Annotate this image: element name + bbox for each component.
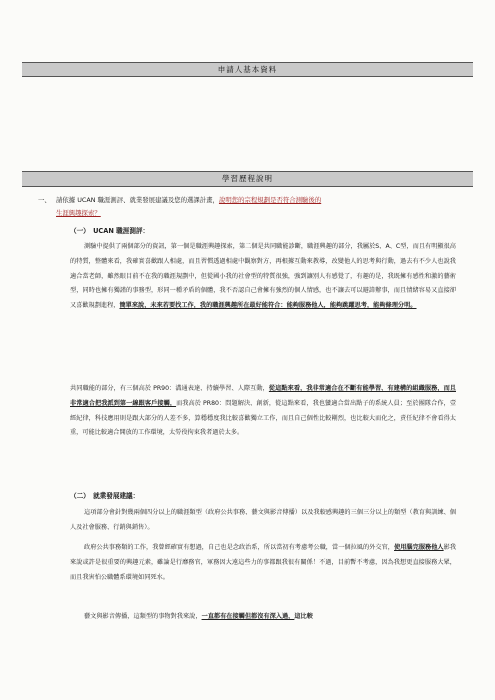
paragraph-text: 共同職能的部分，有三個高於 PR90：溝通表達、持續學習、人際互動， (70, 385, 269, 392)
question-text: 請依據 UCAN 職涯測評、就業發展建議及您的選課計畫， (56, 196, 219, 204)
paragraph-arts-media (70, 610, 456, 625)
paragraph-text: 政府公共事務類的工作，我曾經確實有想過，自己也是念政治系，所以當初有考慮考公職，當一個拉風的外交官， (84, 544, 395, 551)
paragraph-ucan-interest (70, 240, 456, 314)
paragraph-text: 這項部分會針對幾兩個四分以上的職涯類型（政府公共事務、藝文與影音傳播）以及我較感興趣的三個三分以上的類型（教育與訓練、個人及社會服務、行銷與銷售）。 (70, 509, 456, 531)
emphasis-text: 能夠服務他人，能夠跳躍思考，能夠條理分明。 (286, 302, 417, 310)
emphasis-text: 簡單來說，未來若要找工作，我的職涯興趣所在最好能符合： (119, 302, 287, 310)
paragraph-text: 而我高於 PR80：問題解決、創新，從這點來看，我也蠻適合當出點子的系統人員；至於團隊合作，壹經紀律，科技應用則是跟大部分的人差不多，算穩穩度我比較喜歡獨立工作，而且自己個性比較剛烈，也比較大而化之，責任紀律不會看得太重，可能比較適合開放的工作環境，太勞役拘束我者過於太多。 (70, 399, 457, 437)
paragraph-employment-types (70, 506, 456, 536)
paragraph-text: 藝文與影音傳播，這類型的事物對我來說， (84, 613, 202, 620)
question-highlight-continued: 生涯興趣探索？ (56, 209, 101, 217)
section-title: 申請人基本資料 (217, 65, 278, 74)
emphasis-text: 使用腦完服務他人 (394, 544, 444, 551)
paragraph-text: 影我來說或許是很重要的興趣元素，雖論是行靡務官，軍務因大遠這些力的事都跟我很有關係！不過，目前暫不考慮，因為我想更直接服務大眾，而且我害怕公職體系環境如同死水。 (70, 544, 457, 581)
paragraph-ucan-competency (70, 382, 456, 441)
emphasis-text: 從這點來看，我非常適合在不斷有能學習、有建構的組織服務，而且非常適合把我派到第一線跟客戶接觸， (70, 385, 456, 407)
question-one (38, 194, 448, 220)
question-highlight: 說明您的宗程規劃是否符合測驗後的 (218, 196, 322, 204)
section-header-basic-info (22, 62, 473, 77)
question-number: 一、 (38, 196, 51, 204)
emphasis-text: 一直都有在接觸但都沒有深入過， (201, 613, 295, 620)
section-header-study-plan (22, 171, 473, 187)
section-title: 學習歷程說明 (222, 174, 273, 183)
paragraph-text: 這比較 (294, 613, 313, 620)
paragraph-text: 測驗中提供了兩個部分的資訊，第一個是職涯興趣探索，第二個是共同職能診斷，職涯興趣的部分，我屬於S、A、C型，而且有明顯很高的特質，整體來看，我確實喜歡跟人相處，而且習慣透過相處中觀察對方，再根據互動來教導，改變他人的思考與行動，過去有不少人也說我適合當老師，雖然眼目前不在我的職涯規劃中，但從國小我的社會型的特質很強，強到讓別人有感覺了，有趣的是，我既擁有感性和激的藝術型，同時也擁有獨謹的事務型，形同一種矛盾的個體，我不否認自己會擁有強烈的個人情感，也不讓去可以避諱辦事，而且情緒容易又直接卻又喜歡規劃進程， (70, 243, 456, 310)
paragraph-public-affairs (70, 541, 456, 585)
subheading-ucan: （一） UCAN 職涯測評： (70, 227, 150, 235)
subheading-employment: （二） 就業發展建議： (70, 492, 140, 500)
